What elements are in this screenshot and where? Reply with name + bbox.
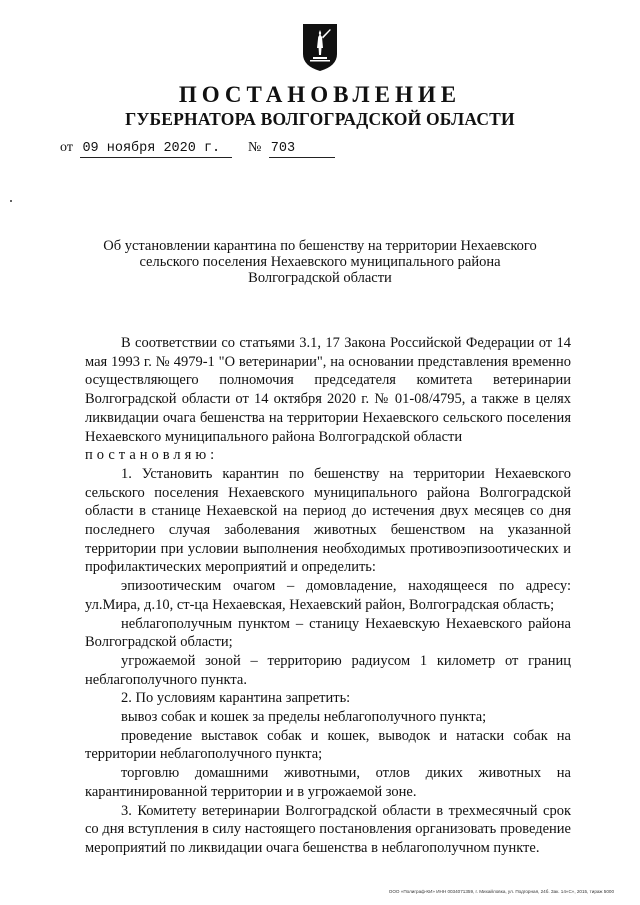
item-1-paragraph: 1. Установить карантин по бешенству на территории Нехаевского сельского поселения Нехаевского муниципального района Волгоградской области в станице Нехаевской на период до истечения двух месяцев со дня последнего случая заболевания животных бешенством на указанной территории при условии выполнения необходимых противоэпизоотических и профилактических мероприятий и определить: [85,465,571,576]
decree-word: постановляю: [85,447,219,464]
date-label: от [60,140,73,155]
item-2a-paragraph: вывоз собак и кошек за пределы неблагополучного пункта; [121,709,487,726]
document-title: ПОСТАНОВЛЕНИЕ [178,82,462,107]
coat-of-arms-icon [301,22,339,72]
printer-imprint: ООО «Полиграф-КИ» ИНН 0034071359, г. Михайловка, ул. Подгорная, 24б. Зак. 14«С», 2015, тираж 5000 [388,889,614,894]
document-body [85,334,571,858]
number-label: № [247,140,262,155]
document-issuer: ГУБЕРНАТОРА ВОЛГОГРАДСКОЙ ОБЛАСТИ [125,109,515,129]
item-1c-paragraph: угрожаемой зоной – территорию радиусом 1 километр от границ неблагополучного пункта. [85,652,571,688]
document-date: 09 ноября 2020 г. [80,141,232,158]
document-number: 703 [269,141,335,158]
item-2-paragraph: 2. По условиям карантина запретить: [121,690,351,707]
item-1b-paragraph: неблагополучным пунктом – станицу Нехаевскую Нехаевского района Волгоградской области; [85,615,571,651]
item-1a-paragraph: эпизоотическим очагом – домовладение, находящееся по адресу: ул.Мира, д.10, ст-ца Нехаевская, Нехаевский район, Волгоградская область; [85,578,571,613]
item-2b-paragraph: проведение выставок собак и кошек, выводок и натаски собак на территории неблагополучного пункта; [85,727,571,763]
subject-line: Об установлении карантина по бешенству на территории Нехаевского [103,238,537,254]
scan-speck [10,200,12,202]
document-date-number [60,140,335,158]
item-3-paragraph: 3. Комитету ветеринарии Волгоградской области в трехмесячный срок со дня вступления в силу настоящего постановления организовать проведение мероприятий по ликвидации очага бешенства в неблагополучном пункте. [85,802,571,856]
document-subject [85,238,555,286]
item-2c-paragraph: торговлю домашними животными, отлов диких животных на карантинированной территории и в угрожаемой зоне. [85,765,571,800]
preamble-paragraph: В соответствии со статьями 3.1, 17 Закона Российской Федерации от 14 мая 1993 г. № 4979-1 "О ветеринарии", на основании представления временно осуществляющего полномочия председателя комитета ветеринарии Волгоградской области от 14 октября 2020 г. № 01-08/4795, а также в целях ликвидации очага бешенства на территории Нехаевского сельского поселения Нехаевского муниципального района Волгоградской области [85,335,571,445]
subject-line: Волгоградской области [248,270,392,286]
subject-line: сельского поселения Нехаевского муниципального района [139,254,501,270]
